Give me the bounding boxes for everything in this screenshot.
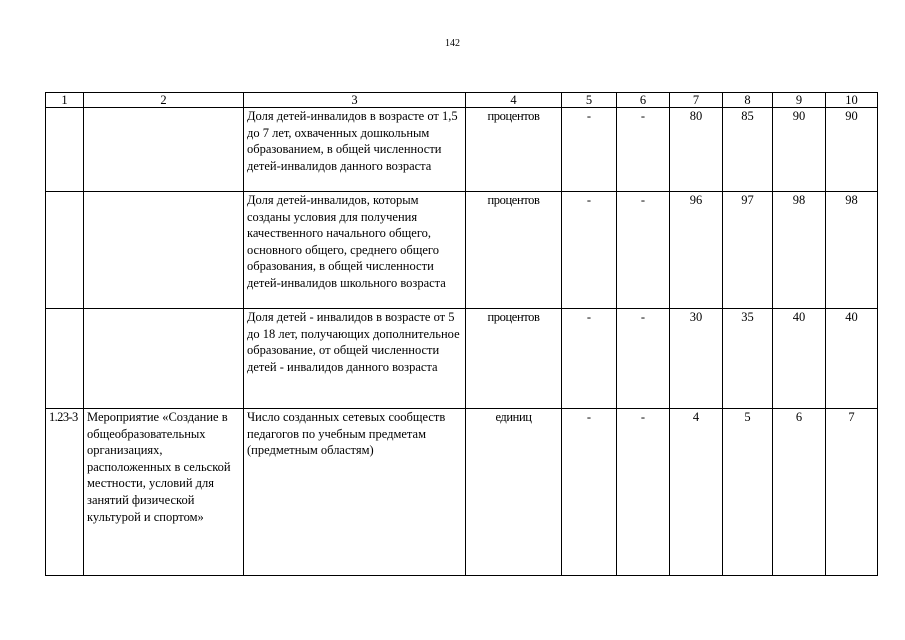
value-cell: 6 <box>773 409 826 576</box>
value-cell: 98 <box>826 192 878 309</box>
indicator-table <box>45 92 878 576</box>
value-cell: 35 <box>723 309 773 409</box>
value-cell: 7 <box>826 409 878 576</box>
value-cell: 5 <box>723 409 773 576</box>
activity-cell <box>84 309 244 409</box>
column-header: 2 <box>84 93 244 108</box>
value-cell: 96 <box>670 192 723 309</box>
column-header: 3 <box>244 93 466 108</box>
code-cell: 1.23-3 <box>46 409 84 576</box>
value-cell: 90 <box>826 108 878 192</box>
code-cell <box>46 108 84 192</box>
activity-cell <box>84 108 244 192</box>
column-header: 8 <box>723 93 773 108</box>
value-cell: - <box>562 192 617 309</box>
table-row <box>46 409 878 576</box>
value-cell: 4 <box>670 409 723 576</box>
value-cell: 98 <box>773 192 826 309</box>
value-cell: - <box>562 108 617 192</box>
activity-cell: Мероприятие «Создание в общеобразовательных организациях, расположенных в сельской местности, условий для занятий физической культурой и спортом» <box>84 409 244 576</box>
value-cell: - <box>617 192 670 309</box>
indicator-cell: Доля детей - инвалидов в возрасте от 5 до 18 лет, получающих дополнительное образование, от общей численности детей - инвалидов данного возраста <box>244 309 466 409</box>
value-cell: - <box>617 108 670 192</box>
column-header: 10 <box>826 93 878 108</box>
code-cell <box>46 309 84 409</box>
value-cell: - <box>562 309 617 409</box>
column-header: 9 <box>773 93 826 108</box>
unit-cell: процентов <box>466 108 562 192</box>
header-row <box>46 93 878 108</box>
unit-cell: процентов <box>466 192 562 309</box>
indicator-cell: Доля детей-инвалидов в возрасте от 1,5 до 7 лет, охваченных дошкольным образованием, в общей численности детей-инвалидов данного возраста <box>244 108 466 192</box>
column-header: 7 <box>670 93 723 108</box>
table-row <box>46 192 878 309</box>
value-cell: 90 <box>773 108 826 192</box>
table-row <box>46 309 878 409</box>
unit-cell: процентов <box>466 309 562 409</box>
value-cell: 97 <box>723 192 773 309</box>
value-cell: - <box>617 409 670 576</box>
value-cell: 80 <box>670 108 723 192</box>
code-cell <box>46 192 84 309</box>
activity-cell <box>84 192 244 309</box>
column-header: 1 <box>46 93 84 108</box>
unit-cell: единиц <box>466 409 562 576</box>
table-row <box>46 108 878 192</box>
indicator-cell: Доля детей-инвалидов, которым созданы условия для получения качественного начального общего, основного общего, среднего общего образования, в общей численности детей-инвалидов школьного возраста <box>244 192 466 309</box>
column-header: 5 <box>562 93 617 108</box>
column-header: 4 <box>466 93 562 108</box>
value-cell: 40 <box>773 309 826 409</box>
value-cell: 85 <box>723 108 773 192</box>
value-cell: 40 <box>826 309 878 409</box>
page-number: 142 <box>445 38 460 49</box>
value-cell: 30 <box>670 309 723 409</box>
indicator-cell: Число созданных сетевых сообществ педагогов по учебным предметам (предметным областям) <box>244 409 466 576</box>
value-cell: - <box>617 309 670 409</box>
value-cell: - <box>562 409 617 576</box>
column-header: 6 <box>617 93 670 108</box>
